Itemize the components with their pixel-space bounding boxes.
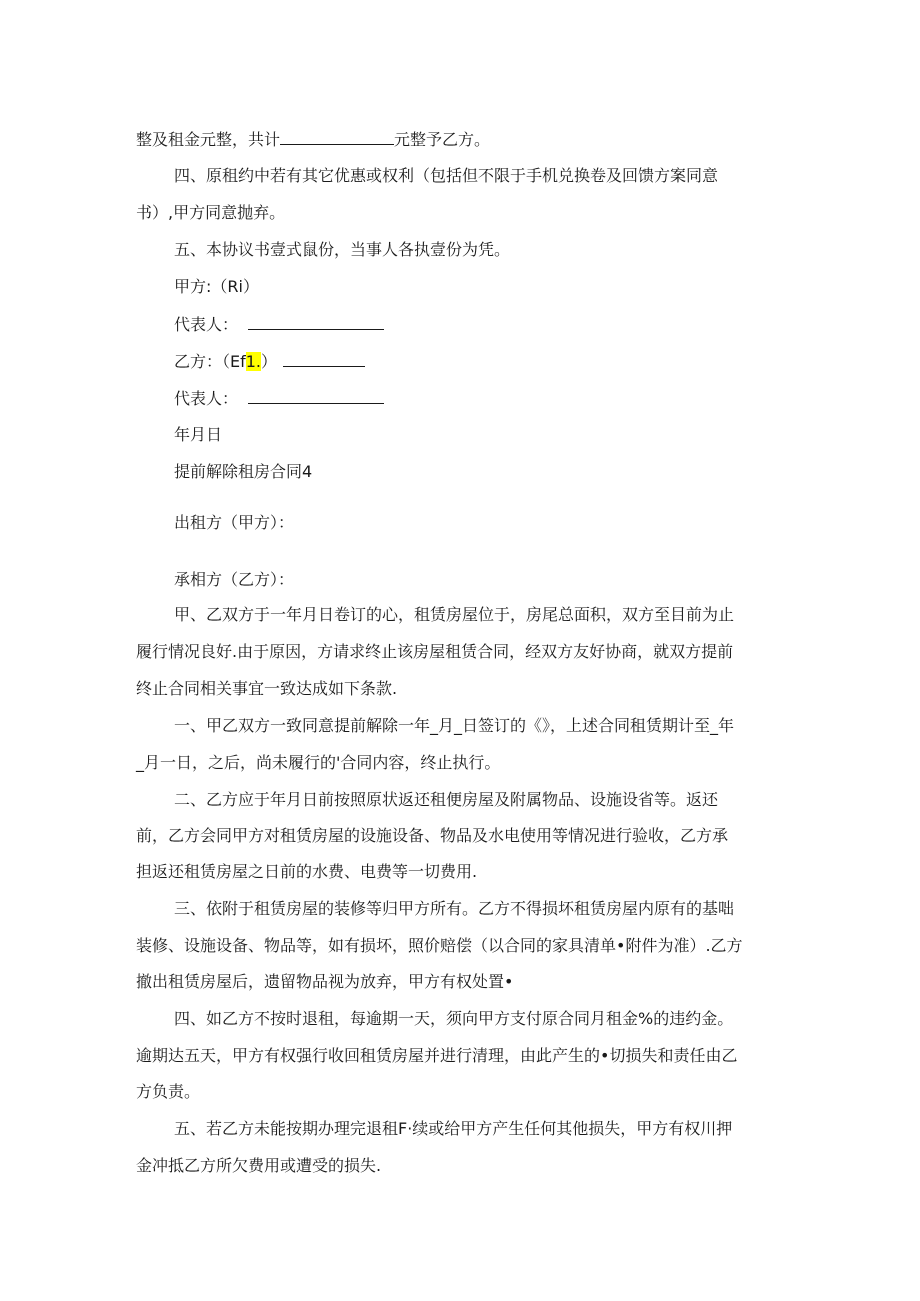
text-fragment: ） — [261, 352, 278, 371]
lessee-line: 承相方（乙方）： — [174, 570, 295, 589]
text-line: 甲、乙双方于一年月日卷订的心，租赁房屋位于，房尾总面积，双方至目前为止 — [174, 605, 735, 624]
text-line: _月一日，之后，尚未履行的'合同内容，终止执行。 — [136, 753, 501, 772]
text-line: 四、如乙方不按时退租，每逾期一天，须向甲方支付原合同月租金%的违约金。 — [174, 1009, 734, 1028]
text-line: 二、乙方应于年月日前按照原状返还租便房屋及附属物品、设施设省等。返还 — [174, 790, 719, 809]
text-line: 履行情况良好.由于原因，方请求终止该房屋租赁合同，经双方友好协商，就双方提前 — [136, 642, 734, 661]
text-line: 担返还租赁房屋之日前的水费、电费等一切费用. — [136, 862, 478, 881]
fill-in-blank — [248, 387, 384, 404]
text-line: 装修、设施设备、物品等，如有损坏，照价赔偿（以合同的家具清单•附件为准）.乙方 — [136, 936, 743, 955]
representative-line — [174, 313, 384, 336]
signature-party-a: 甲方:（Ri） — [174, 277, 259, 296]
representative-line — [174, 387, 384, 410]
text-line: 金冲抵乙方所欠费用或遭受的损失. — [136, 1156, 382, 1175]
highlighted-text: 1. — [245, 352, 262, 371]
text-line: 一、甲乙双方一致同意提前解除一年_月_日签订的《》，上述合同租赁期计至_年 — [174, 716, 735, 735]
text-line: 五、本协议书壹式鼠份，当事人各执壹份为凭。 — [174, 240, 511, 259]
text-line — [136, 128, 490, 151]
fill-in-blank — [280, 128, 394, 145]
text-line: 四、原租约中若有其它优惠或权利（包括但不限于手机兑换卷及回馈方案同意 — [174, 166, 719, 185]
representative-label: 代表人： — [174, 315, 239, 334]
text-fragment: 元整予乙方。 — [394, 130, 491, 149]
date-line: 年月日 — [174, 425, 223, 444]
text-line: 逾期达五天，甲方有权强行收回租赁房屋并进行清理，由此产生的•切损失和责任由乙 — [136, 1046, 738, 1065]
text-line: 书）,甲方同意抛弃。 — [136, 203, 286, 222]
fill-in-blank — [283, 350, 365, 367]
text-line: 撤出租赁房屋后，遗留物品视为放弃，甲方有权处置• — [136, 972, 514, 991]
text-fragment: 整及租金元整，共计 — [136, 130, 281, 149]
section-title: 提前解除租房合同4 — [174, 462, 313, 481]
fill-in-blank — [248, 313, 384, 330]
representative-label: 代表人： — [174, 389, 239, 408]
text-line: 方负责。 — [136, 1082, 201, 1101]
text-fragment: 乙方：（Ef — [174, 352, 246, 371]
text-line: 前，乙方会同甲方对租赁房屋的设施设备、物品及水电使用等情况进行验收，乙方承 — [136, 826, 729, 845]
lessor-line: 出租方（甲方）： — [174, 513, 295, 532]
text-line: 终止合同相关事宜一致达成如下条款. — [136, 679, 398, 698]
signature-party-b — [174, 350, 365, 373]
text-line: 五、若乙方未能按期办理完退租F·续或给甲方产生任何其他损失，甲方有权川押 — [174, 1119, 733, 1138]
text-line: 三、依附于租赁房屋的装修等归甲方所有。乙方不得损坏租赁房屋内原有的基咄 — [174, 899, 735, 918]
